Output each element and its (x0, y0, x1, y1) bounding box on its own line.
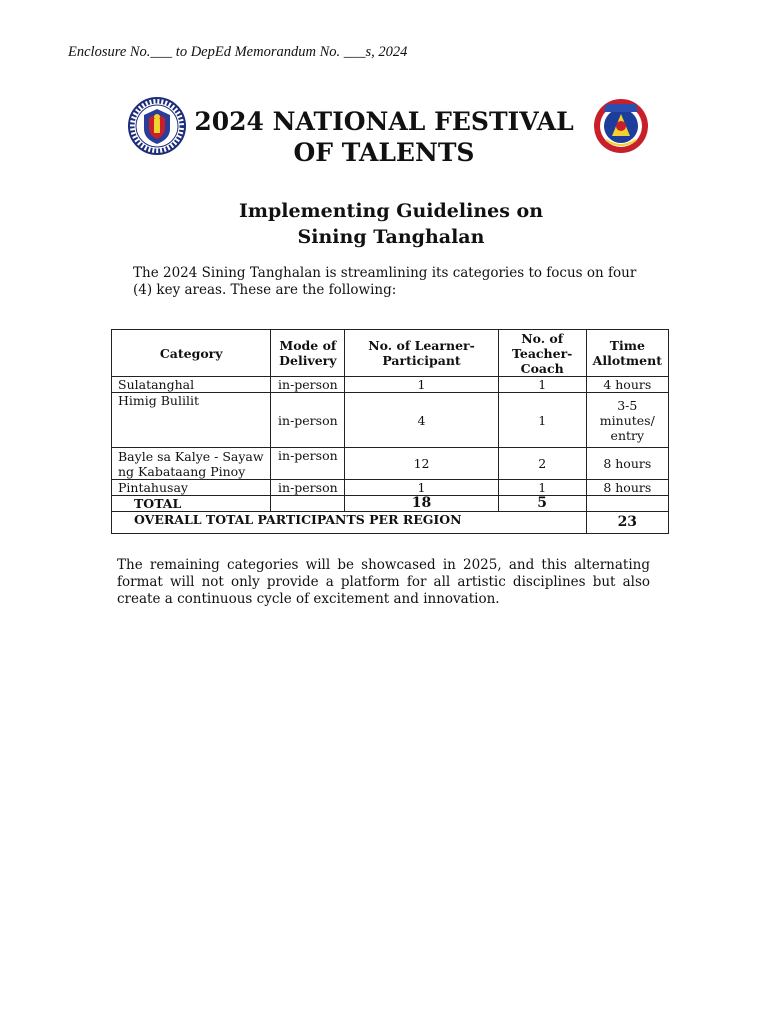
cell-category: Himig Bulilit (112, 393, 271, 448)
table-header-row (112, 330, 669, 377)
cell-mode: in-person (271, 480, 345, 496)
cell-coaches: 2 (498, 448, 586, 480)
total-row (112, 496, 669, 512)
col-header-time: Time Allotment (586, 330, 668, 377)
title-line-2: OF TALENTS (293, 138, 475, 167)
deped-seal-icon (128, 97, 186, 155)
total-label: TOTAL (112, 496, 271, 512)
table-row (112, 448, 669, 480)
cell-category: Sulatanghal (112, 377, 271, 393)
table-row (112, 377, 669, 393)
cell-coaches: 1 (498, 393, 586, 448)
table-row (112, 480, 669, 496)
cell-time: 8 hours (586, 448, 668, 480)
subtitle-line-1: Implementing Guidelines on (238, 200, 544, 222)
table-row (112, 393, 669, 448)
total-learners: 18 (345, 496, 498, 512)
cell-mode: in-person (271, 448, 345, 480)
overall-row (112, 512, 669, 534)
cell-category: Bayle sa Kalye - Sayaw ng Kabataang Pinoy (112, 448, 271, 480)
closing-paragraph: The remaining categories will be showcased in 2025, and this alternating format will not only provide a platform for all artistic disciplines but also create a continuous cycle of excitement and innovation. (117, 557, 650, 607)
intro-paragraph: The 2024 Sining Tanghalan is streamlining its categories to focus on four (4) key areas. These are the following: (133, 265, 637, 298)
col-header-coaches: No. of Teacher-Coach (498, 330, 586, 377)
cell-learners: 4 (345, 393, 498, 448)
document-subtitle (186, 198, 596, 250)
cell-category: Pintahusay (112, 480, 271, 496)
enclosure-note: Enclosure No.___ to DepEd Memorandum No. ___s, 2024 (68, 44, 408, 60)
overall-label: OVERALL TOTAL PARTICIPANTS PER REGION (112, 512, 587, 534)
cell-mode: in-person (271, 377, 345, 393)
total-time-empty (586, 496, 668, 512)
total-mode-empty (271, 496, 345, 512)
festival-logo-icon (592, 96, 650, 154)
cell-time: 8 hours (586, 480, 668, 496)
col-header-learners: No. of Learner-Participant (345, 330, 498, 377)
total-coaches: 5 (498, 496, 586, 512)
cell-coaches: 1 (498, 480, 586, 496)
categories-table (111, 329, 669, 534)
cell-time: 4 hours (586, 377, 668, 393)
overall-value: 23 (586, 512, 668, 534)
col-header-category: Category (112, 330, 271, 377)
cell-mode: in-person (271, 393, 345, 448)
subtitle-line-2: Sining Tanghalan (297, 226, 485, 248)
title-line-1: 2024 NATIONAL FESTIVAL (194, 107, 574, 136)
page-title (186, 106, 582, 168)
cell-learners: 12 (345, 448, 498, 480)
cell-learners: 1 (345, 377, 498, 393)
cell-coaches: 1 (498, 377, 586, 393)
cell-time: 3-5 minutes/ entry (586, 393, 668, 448)
col-header-mode: Mode of Delivery (271, 330, 345, 377)
cell-learners: 1 (345, 480, 498, 496)
